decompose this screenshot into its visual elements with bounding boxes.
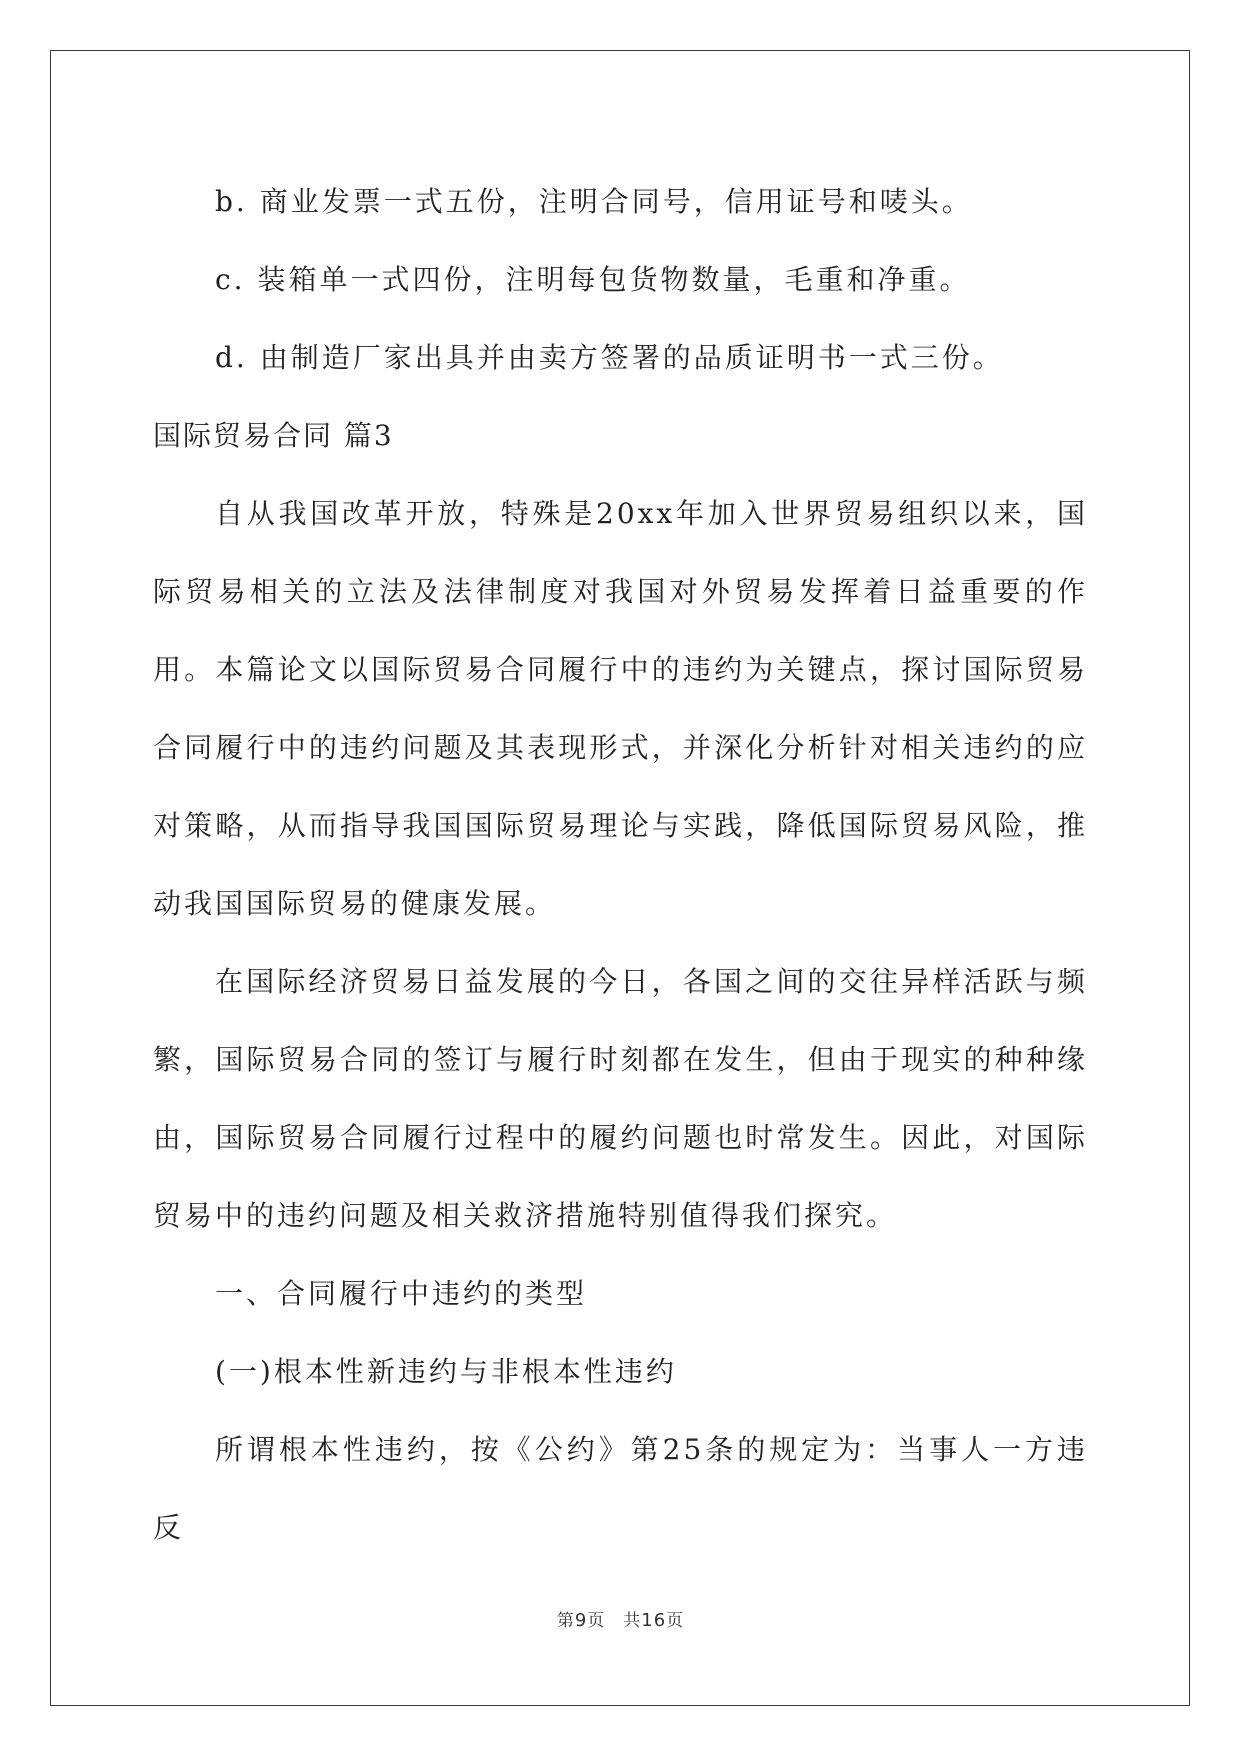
paragraph-background: 在国际经济贸易日益发展的今日，各国之间的交往异样活跃与频繁，国际贸易合同的签订与履行时刻都在发生，但由于现实的种种缘由，国际贸易合同履行过程中的履约问题也时常发生。因此，对国际贸易中的违约问题及相关救济措施特别值得我们探究。 bbox=[153, 965, 1088, 1232]
paragraph-quality-certificate: d. 由制造厂家出具并由卖方签署的品质证明书一式三份。 bbox=[215, 341, 1004, 374]
subheading-fundamental-breach: (一)根本性新违约与非根本性违约 bbox=[215, 1355, 677, 1388]
footer-total-suffix: 页 bbox=[666, 1611, 685, 1631]
paragraph-invoice: b. 商业发票一式五份，注明合同号，信用证号和唛头。 bbox=[215, 185, 973, 218]
paragraph-fundamental-breach-definition: 所谓根本性违约，按《公约》第25条的规定为：当事人一方违反 bbox=[153, 1433, 1088, 1544]
footer-prefix: 第 bbox=[556, 1611, 575, 1631]
paragraph-packing-list: c. 装箱单一式四份，注明每包货物数量，毛重和净重。 bbox=[215, 263, 971, 296]
paragraph-introduction: 自从我国改革开放，特殊是20xx年加入世界贸易组织以来，国际贸易相关的立法及法律制度对我国对外贸易发挥着日益重要的作用。本篇论文以国际贸易合同履行中的违约为关键点，探讨国际贸易合同履行中的违约问题及其表现形式，并深化分析针对相关违约的应对策略，从而指导我国国际贸易理论与实践，降低国际贸易风险，推动我国国际贸易的健康发展。 bbox=[153, 497, 1088, 920]
footer-total-prefix: 共 bbox=[623, 1611, 642, 1631]
page-footer bbox=[0, 1606, 1241, 1631]
total-page-count: 16 bbox=[641, 1610, 667, 1631]
section-heading: 国际贸易合同 篇3 bbox=[153, 419, 394, 452]
footer-page-suffix: 页 bbox=[587, 1611, 606, 1631]
document-body bbox=[153, 163, 1088, 1567]
subheading-breach-types: 一、合同履行中违约的类型 bbox=[215, 1277, 588, 1310]
current-page-number: 9 bbox=[574, 1610, 588, 1631]
